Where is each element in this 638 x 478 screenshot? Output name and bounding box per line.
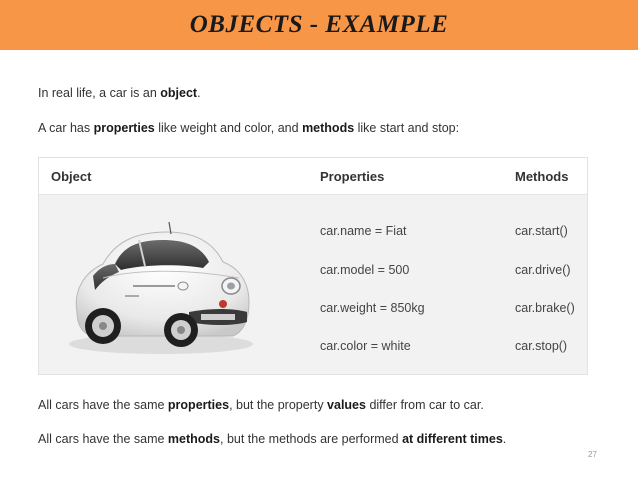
header-methods: Methods [515, 169, 569, 184]
page-number: 27 [588, 450, 597, 459]
intro-line-1-bold: object [160, 86, 198, 100]
outro-line-1-bold-1: properties [167, 398, 230, 412]
intro-line-1-pre: In real life, a car is an [38, 86, 161, 100]
intro-line-2 [38, 121, 459, 135]
intro-line-2-mid: like weight and color, and [154, 121, 303, 135]
method-stop: car.stop() [515, 339, 568, 353]
intro-line-2-bold-2: methods [302, 121, 355, 135]
table-body [39, 195, 587, 374]
outro-line-2-bold-1: methods [167, 432, 221, 446]
outro-line-1-post: differ from car to car. [365, 398, 484, 412]
method-brake: car.brake() [515, 301, 575, 315]
outro-line-2 [38, 432, 506, 446]
outro-line-2-post: . [502, 432, 507, 446]
header-properties: Properties [320, 169, 385, 184]
title-bar [0, 0, 638, 50]
intro-line-2-bold-1: properties [93, 121, 155, 135]
property-color: car.color = white [320, 339, 411, 353]
header-object: Object [51, 169, 92, 184]
outro-line-2-pre: All cars have the same [38, 432, 168, 446]
property-model: car.model = 500 [320, 263, 410, 277]
outro-line-2-mid: , but the methods are performed [220, 432, 403, 446]
intro-line-2-pre: A car has [38, 121, 94, 135]
table-header [39, 158, 587, 195]
property-name: car.name = Fiat [320, 224, 407, 238]
intro-line-1-post: . [197, 86, 201, 100]
slide-title: OBJECTS - EXAMPLE [189, 11, 449, 38]
method-start: car.start() [515, 224, 568, 238]
outro-line-1-bold-2: values [327, 398, 366, 412]
outro-line-1-mid: , but the property [229, 398, 328, 412]
outro-line-1 [38, 398, 484, 412]
outro-line-1-pre: All cars have the same [38, 398, 168, 412]
object-table [38, 157, 588, 375]
intro-line-1 [38, 86, 201, 100]
car-icon [63, 220, 253, 360]
outro-line-2-bold-2: at different times [402, 432, 503, 446]
property-weight: car.weight = 850kg [320, 301, 425, 315]
intro-line-2-post: like start and stop: [354, 121, 460, 135]
method-drive: car.drive() [515, 263, 571, 277]
